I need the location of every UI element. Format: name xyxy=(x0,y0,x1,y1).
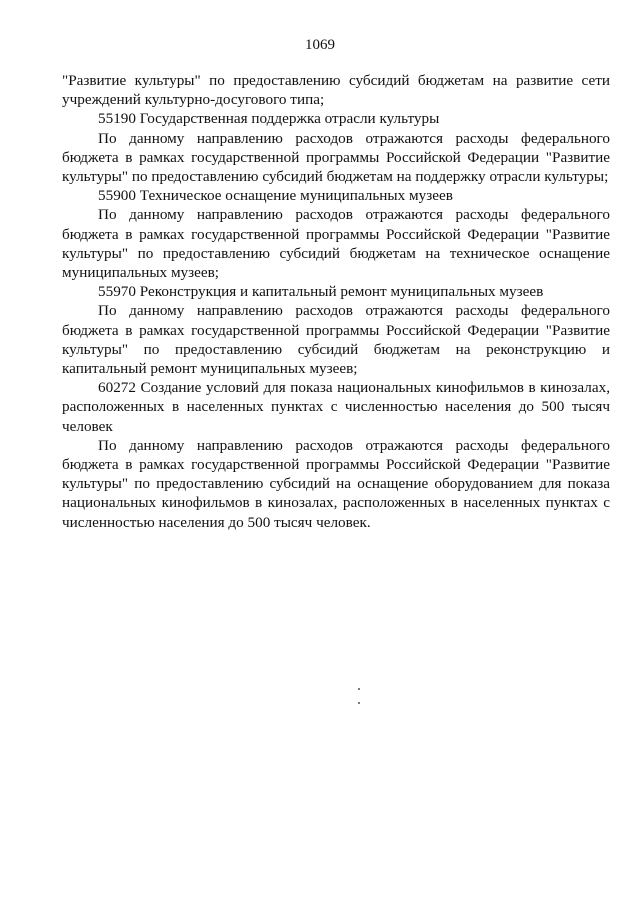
paragraph-60272-description: По данному направлению расходов отражаются расходы федерального бюджета в рамках государственной программы Российской Федерации "Развитие культуры" по предоставлению субсидий на оснащение оборудованием для показа национальных кинофильмов в кинозалах, расположенных в населенных пунктах с численностью населения до 500 тысяч человек. xyxy=(62,436,610,531)
section-heading-55970: 55970 Реконструкция и капитальный ремонт муниципальных музеев xyxy=(98,283,544,301)
section-heading-55190: 55190 Государственная поддержка отрасли культуры xyxy=(98,110,440,128)
paragraph-55970-description: По данному направлению расходов отражаются расходы федерального бюджета в рамках государственной программы Российской Федерации "Развитие культуры" по предоставлению субсидий бюджетам на реконструкцию и капитальный ремонт муниципальных музеев; xyxy=(62,302,610,378)
scan-speck xyxy=(358,688,360,690)
section-heading-60272: 60272 Создание условий для показа национальных кинофильмов в кинозалах, расположенных в населенных пунктах с численностью населения до 500 тысяч человек xyxy=(62,379,610,435)
document-body xyxy=(62,71,610,532)
section-heading-55900: 55900 Техническое оснащение муниципальных музеев xyxy=(98,187,453,205)
paragraph-continuation: "Развитие культуры" по предоставлению субсидий бюджетам на развитие сети учреждений культурно-досугового типа; xyxy=(62,72,610,109)
paragraph-55900-description: По данному направлению расходов отражаются расходы федерального бюджета в рамках государственной программы Российской Федерации "Развитие культуры" по предоставлению субсидий бюджетам на техническое оснащение муниципальных музеев; xyxy=(62,206,610,282)
paragraph-55190-description: По данному направлению расходов отражаются расходы федерального бюджета в рамках государственной программы Российской Федерации "Развитие культуры" по предоставлению субсидий бюджетам на поддержку отрасли культуры; xyxy=(62,129,610,186)
scan-speck xyxy=(358,702,360,704)
page-number: 1069 xyxy=(305,37,335,53)
